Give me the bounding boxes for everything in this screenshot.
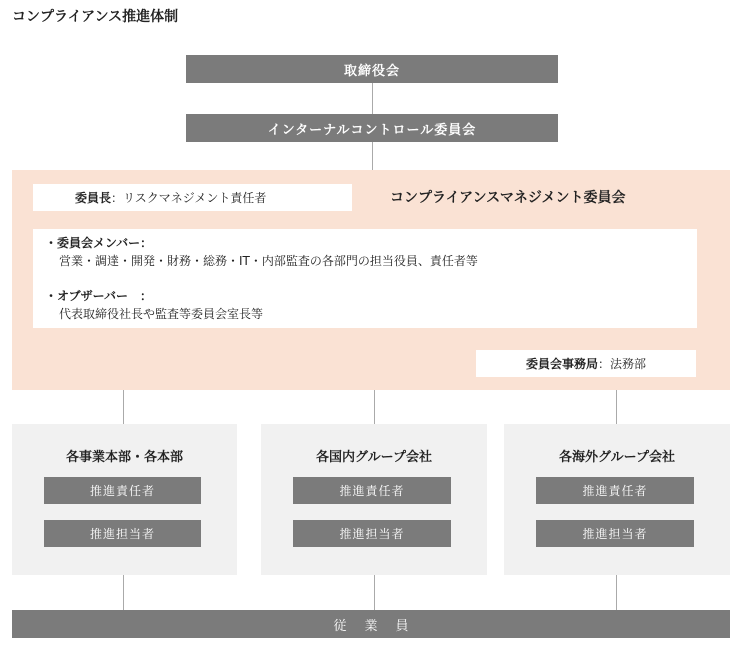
connector-line [372, 83, 373, 114]
connector-line [123, 575, 124, 610]
connector-line [374, 390, 375, 424]
role-box: 推進責任者 [536, 477, 694, 504]
role-box: 推進責任者 [293, 477, 451, 504]
chair-value: リスクマネジメント責任者 [123, 191, 267, 205]
connector-line [616, 575, 617, 610]
members-box [33, 229, 697, 328]
chair-separator: ： [111, 191, 124, 205]
secretariat-label: 委員会事務局 [525, 357, 598, 371]
secretariat-separator: ： [597, 357, 610, 371]
unit-title: 各海外グループ会社 [559, 450, 675, 465]
unit-title: 各国内グループ会社 [316, 450, 432, 465]
page-title: コンプライアンス推進体制 [12, 9, 179, 25]
compliance-committee-title: コンプライアンスマネジメント委員会 [390, 190, 626, 206]
connector-line [372, 142, 373, 170]
role-box: 推進責任者 [44, 477, 201, 504]
members-value: 営業・調達・開発・財務・総務・IT・内部監査の各部門の担当役員、責任者等 [59, 254, 478, 268]
unit-domestic-group-companies [261, 424, 487, 575]
chair-box [33, 184, 352, 211]
employees-box: 従業員 [12, 610, 730, 638]
role-box: 推進担当者 [293, 520, 451, 547]
secretariat-box [476, 350, 696, 377]
connector-line [616, 390, 617, 424]
unit-business-divisions [12, 424, 237, 575]
observers-label: ・オブザーバー ： [45, 289, 153, 303]
unit-title: 各事業本部・各本部 [65, 450, 183, 465]
connector-line [123, 390, 124, 424]
role-box: 推進担当者 [44, 520, 201, 547]
observers-value: 代表取締役社長や監査等委員会室長等 [59, 307, 264, 321]
connector-line [374, 575, 375, 610]
chair-label: 委員長 [75, 191, 112, 205]
members-label: ・委員会メンバー： [45, 236, 153, 250]
role-box: 推進担当者 [536, 520, 694, 547]
internal-control-committee-box: インターナルコントロール委員会 [186, 114, 558, 142]
secretariat-value: 法務部 [610, 357, 647, 371]
unit-overseas-group-companies [504, 424, 730, 575]
board-box: 取締役会 [186, 55, 558, 83]
